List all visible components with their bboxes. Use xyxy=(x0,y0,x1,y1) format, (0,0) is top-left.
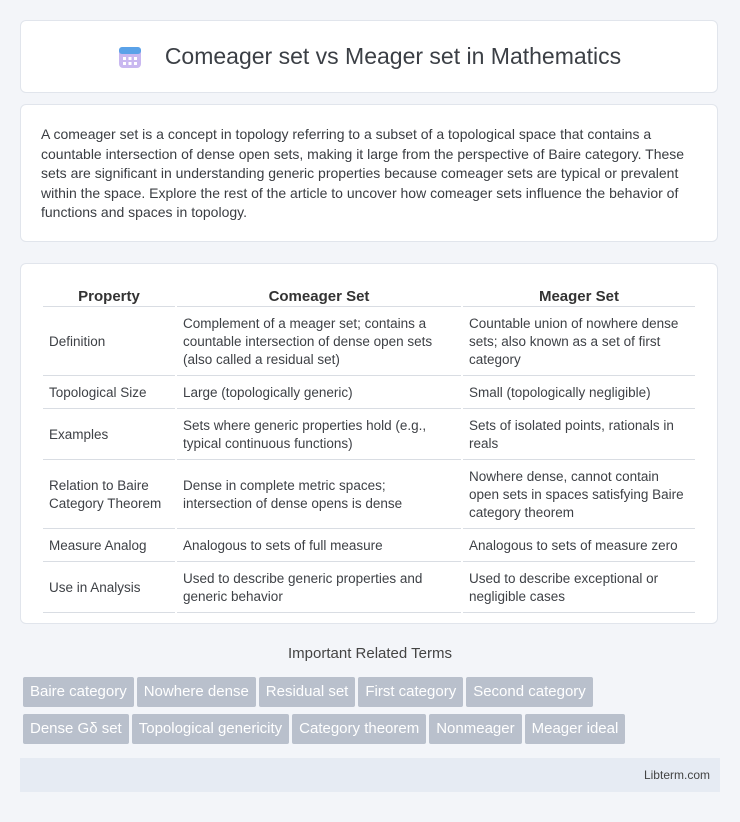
tag-nowhere-dense[interactable]: Nowhere dense xyxy=(137,677,256,707)
tag-dense-g-delta-set[interactable]: Dense Gδ set xyxy=(23,714,129,744)
table-row xyxy=(43,309,695,376)
tag-residual-set[interactable]: Residual set xyxy=(259,677,356,707)
cell-meager: Analogous to sets of measure zero xyxy=(463,531,695,562)
tag-first-category[interactable]: First category xyxy=(358,677,463,707)
cell-property: Topological Size xyxy=(43,378,175,409)
calendar-icon xyxy=(117,44,143,70)
header-card xyxy=(20,20,718,93)
cell-comeager: Dense in complete metric spaces; intersection of dense opens is dense xyxy=(177,462,461,529)
tag-second-category[interactable]: Second category xyxy=(466,677,593,707)
table-header-row xyxy=(43,286,695,307)
table-row xyxy=(43,378,695,409)
table-row xyxy=(43,531,695,562)
header-comeager: Comeager Set xyxy=(177,286,461,307)
comparison-card xyxy=(20,263,718,624)
intro-text: A comeager set is a concept in topology referring to a subset of a topological space that contains a countable intersection of dense open sets, making it large from the perspective of Baire category. These sets are significant in understanding generic properties because comeager sets are typical or prevalent within the space. Explore the rest of the article to uncover how comeager sets influence the behavior of functions and spaces in topology. xyxy=(41,126,685,221)
cell-comeager: Sets where generic properties hold (e.g., typical continuous functions) xyxy=(177,411,461,460)
cell-comeager: Used to describe generic properties and generic behavior xyxy=(177,564,461,613)
page-title: Comeager set vs Meager set in Mathematics xyxy=(164,43,622,69)
cell-meager: Used to describe exceptional or negligible cases xyxy=(463,564,695,613)
cell-meager: Countable union of nowhere dense sets; also known as a set of first category xyxy=(463,309,695,376)
table-row xyxy=(43,411,695,460)
cell-property: Measure Analog xyxy=(43,531,175,562)
footer xyxy=(20,758,720,792)
tag-category-theorem[interactable]: Category theorem xyxy=(292,714,426,744)
tag-baire-category[interactable]: Baire category xyxy=(23,677,134,707)
cell-property: Examples xyxy=(43,411,175,460)
header-meager: Meager Set xyxy=(463,286,695,307)
cell-property: Use in Analysis xyxy=(43,564,175,613)
cell-meager: Small (topologically negligible) xyxy=(463,378,695,409)
cell-comeager: Complement of a meager set; contains a countable intersection of dense open sets (also called a residual set) xyxy=(177,309,461,376)
footer-link[interactable]: Libterm.com xyxy=(643,768,710,782)
cell-comeager: Large (topologically generic) xyxy=(177,378,461,409)
intro-card xyxy=(20,104,718,242)
cell-comeager: Analogous to sets of full measure xyxy=(177,531,461,562)
cell-property: Definition xyxy=(43,309,175,376)
related-terms-title: Important Related Terms xyxy=(288,645,452,662)
tag-nonmeager[interactable]: Nonmeager xyxy=(429,714,521,744)
cell-property: Relation to Baire Category Theorem xyxy=(43,462,175,529)
cell-meager: Sets of isolated points, rationals in reals xyxy=(463,411,695,460)
related-terms-list xyxy=(23,677,723,751)
table-row xyxy=(43,462,695,529)
comparison-table xyxy=(41,284,697,615)
table-row xyxy=(43,564,695,613)
header-property: Property xyxy=(43,286,175,307)
cell-meager: Nowhere dense, cannot contain open sets in spaces satisfying Baire category theorem xyxy=(463,462,695,529)
tag-meager-ideal[interactable]: Meager ideal xyxy=(525,714,626,744)
tag-topological-genericity[interactable]: Topological genericity xyxy=(132,714,289,744)
